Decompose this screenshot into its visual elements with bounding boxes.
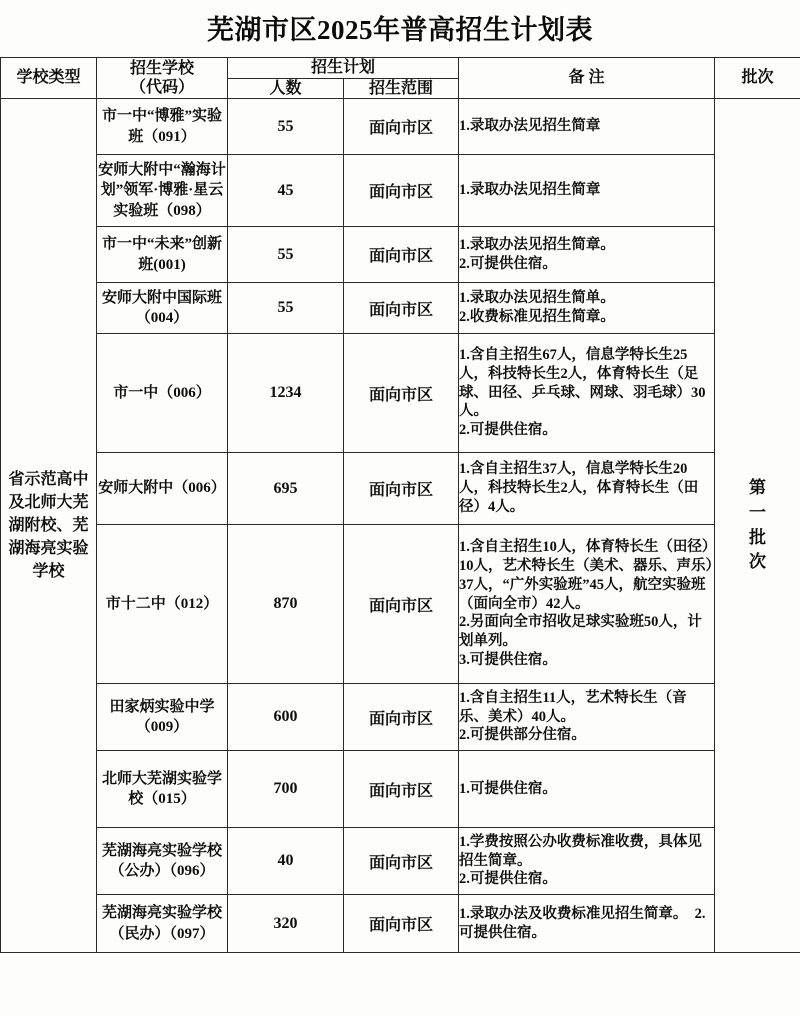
- cell-headcount: 870: [228, 525, 344, 684]
- cell-headcount: 45: [228, 155, 344, 227]
- cell-remark: 1.含自主招生67人，信息学特长生25人，科技特长生2人，体育特长生（足球、田径、乒乓球、网球、羽毛球）30人。 2.可提供住宿。: [459, 334, 715, 453]
- cell-remark: 1.可提供住宿。: [459, 751, 715, 828]
- cell-headcount: 40: [228, 828, 344, 895]
- header-school-type: 学校类型: [1, 58, 97, 99]
- cell-headcount: 700: [228, 751, 344, 828]
- cell-remark: 1.含自主招生37人，信息学特长生20人，科技特长生2人，体育特长生（田径）4人。: [459, 453, 715, 525]
- table-row: [1, 751, 800, 828]
- table-row: [1, 895, 800, 953]
- cell-school-name: 市一中“未来”创新班(001): [97, 227, 228, 283]
- header-headcount: 人数: [228, 78, 344, 99]
- cell-scope: 面向市区: [344, 895, 459, 953]
- table-row: [1, 99, 800, 155]
- cell-headcount: 600: [228, 684, 344, 751]
- cell-school-name: 市十二中（012）: [97, 525, 228, 684]
- cell-batch: [715, 99, 800, 953]
- cell-school-name: 安师大附中国际班（004）: [97, 283, 228, 334]
- cell-remark: 1.录取办法及收费标准见招生简章。 2.可提供住宿。: [459, 895, 715, 953]
- page-title: 芜湖市区2025年普高招生计划表: [207, 15, 593, 45]
- cell-scope: 面向市区: [344, 227, 459, 283]
- cell-scope: 面向市区: [344, 283, 459, 334]
- cell-school-name: 芜湖海亮实验学校（公办）（096）: [97, 828, 228, 895]
- cell-school-name: 田家炳实验中学（009）: [97, 684, 228, 751]
- table-header: [1, 58, 800, 99]
- cell-remark: 1.含自主招生10人，体育特长生（田径）10人，艺术特长生（美术、器乐、声乐）37人，“广外实验班”45人，航空实验班（面向全市）42人。 2.另面向全市招收足球实验班50人，计划单列。 3.可提供住宿。: [459, 525, 715, 684]
- cell-headcount: 55: [228, 283, 344, 334]
- header-scope: 招生范围: [344, 78, 459, 99]
- header-batch: 批次: [715, 58, 800, 99]
- cell-headcount: 695: [228, 453, 344, 525]
- table-row: [1, 155, 800, 227]
- header-remark: 备 注: [459, 58, 715, 99]
- table-row: [1, 334, 800, 453]
- table-row: [1, 525, 800, 684]
- cell-school-name: 市一中“博雅”实验班（091）: [97, 99, 228, 155]
- table-row: [1, 283, 800, 334]
- table-row: [1, 227, 800, 283]
- cell-school-name: 芜湖海亮实验学校（民办）（097）: [97, 895, 228, 953]
- cell-remark: 1.录取办法见招生简章: [459, 155, 715, 227]
- table-row: [1, 684, 800, 751]
- table-row: [1, 828, 800, 895]
- cell-scope: 面向市区: [344, 453, 459, 525]
- table-row: [1, 453, 800, 525]
- cell-remark: 1.录取办法见招生简单。 2.收费标准见招生简章。: [459, 283, 715, 334]
- cell-scope: 面向市区: [344, 525, 459, 684]
- cell-headcount: 1234: [228, 334, 344, 453]
- header-row-1: [1, 58, 800, 79]
- cell-scope: 面向市区: [344, 751, 459, 828]
- cell-scope: 面向市区: [344, 155, 459, 227]
- cell-remark: 1.含自主招生11人，艺术特长生（音乐、美术）40人。 2.可提供部分住宿。: [459, 684, 715, 751]
- cell-remark: 1.录取办法见招生简章。 2.可提供住宿。: [459, 227, 715, 283]
- cell-headcount: 320: [228, 895, 344, 953]
- cell-scope: 面向市区: [344, 684, 459, 751]
- cell-school-type: 省示范高中及北师大芜湖附校、芜湖海亮实验学校: [1, 99, 97, 953]
- cell-school-name: 北师大芜湖实验学校（015）: [97, 751, 228, 828]
- cell-school-name: 安师大附中“瀚海计划”领军·博雅·星云实验班（098）: [97, 155, 228, 227]
- header-school-name: 招生学校 （代码）: [97, 58, 228, 99]
- cell-headcount: 55: [228, 99, 344, 155]
- batch-vertical-text: 第一批次: [749, 478, 767, 572]
- cell-scope: 面向市区: [344, 334, 459, 453]
- cell-remark: 1.学费按照公办收费标准收费，具体见招生简章。 2.可提供住宿。: [459, 828, 715, 895]
- cell-school-name: 安师大附中（006）: [97, 453, 228, 525]
- cell-school-name: 市一中（006）: [97, 334, 228, 453]
- admission-plan-table: [0, 57, 800, 953]
- cell-headcount: 55: [228, 227, 344, 283]
- cell-scope: 面向市区: [344, 99, 459, 155]
- header-admission-plan: 招生计划: [228, 58, 459, 79]
- table-body: [1, 99, 800, 953]
- cell-scope: 面向市区: [344, 828, 459, 895]
- cell-remark: 1.录取办法见招生简章: [459, 99, 715, 155]
